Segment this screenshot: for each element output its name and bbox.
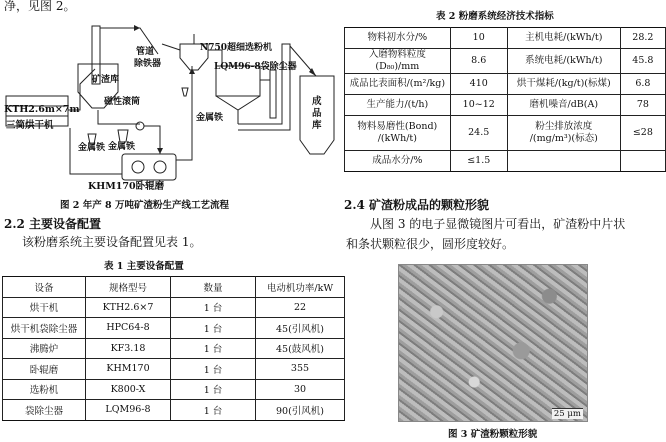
table-2-cell: 成品比表面积/(m²/kg) [345, 74, 451, 95]
metal-iron-label-c: 金属铁 [196, 113, 224, 123]
table-2-cell: 8.6 [450, 49, 507, 74]
separator-label: N750超细选粉机 [200, 43, 273, 53]
table-1-cell: KHM170 [86, 359, 171, 380]
table-2-row [345, 116, 666, 151]
table-1-cell: 烘干机 [3, 297, 86, 318]
mill-shape [122, 154, 176, 180]
table-2-cell [620, 151, 665, 172]
table-2 [344, 27, 666, 172]
table-2-cell-line: /(kWh/t) [377, 133, 417, 144]
table-2-cell: 6.8 [620, 74, 665, 95]
table-1-cell: HPC64-8 [86, 318, 171, 339]
table-2-cell: 78 [620, 95, 665, 116]
table-1-cell: 1 台 [171, 318, 256, 339]
table-1-cell: K800-X [86, 379, 171, 400]
table-2-cell: 烘干煤耗/(kg/t)(标煤) [507, 74, 620, 95]
table-2-row [345, 95, 666, 116]
table-1-cell: 1 台 [171, 400, 256, 421]
table-2-cell-line: 粉尘排放浓度 [535, 121, 593, 132]
pipe-iron-remover-label-2: 除铁器 [134, 59, 162, 69]
table-1-cell: 45(鼓风机) [256, 338, 345, 359]
table-2-cell: ≤28 [620, 116, 665, 151]
table-2-cell: 28.2 [620, 28, 665, 49]
table-2-cell [345, 116, 451, 151]
table-1-row [3, 359, 345, 380]
table-2-cell [507, 151, 620, 172]
table-2-cell-line: 物料易磨性(Bond) [357, 121, 438, 132]
table-1-cell: 沸腾炉 [3, 338, 86, 359]
table-2-row [345, 74, 666, 95]
table-2-cell: 主机电耗/(kWh/t) [507, 28, 620, 49]
table-1-cell: 袋除尘器 [3, 400, 86, 421]
pipe-iron-remover-label: 管道 [136, 47, 155, 57]
dryer-label-2: 三筒烘干机 [6, 120, 54, 131]
table-2-row [345, 28, 666, 49]
table-2-cell: 45.8 [620, 49, 665, 74]
table-1-header-cell: 设备 [3, 277, 86, 298]
table-2-cell: 物料初水分/% [345, 28, 451, 49]
table-1-row [3, 318, 345, 339]
table-1-cell: KF3.18 [86, 338, 171, 359]
figure-3-caption: 图 3 矿渣粉颗粒形貌 [448, 429, 538, 440]
mill-label: KHM170卧辊磨 [88, 181, 165, 192]
table-2-cell: 入磨物料粒度(D₈₀)/mm [345, 49, 451, 74]
intro-text: 净，见图 2。 [4, 0, 76, 13]
table-2-cell: 生产能力/(t/h) [345, 95, 451, 116]
metal-iron-label-b: 金属铁 [108, 142, 136, 152]
table-2-cell: 成品水分/% [345, 151, 451, 172]
table-2-cell: ≤1.5 [450, 151, 507, 172]
table-1-cell: 30 [256, 379, 345, 400]
table-1-header-cell: 数量 [171, 277, 256, 298]
dryer-label: KTH2.6m×7m [4, 104, 80, 115]
table-2-cell: 磨机噪音/dB(A) [507, 95, 620, 116]
table-2-cell-line: /(mg/m³)(标态) [529, 133, 598, 144]
table-1-cell: 卧辊磨 [3, 359, 86, 380]
table-2-cell: 410 [450, 74, 507, 95]
table-1-row [3, 379, 345, 400]
section-2-2-heading: 2.2 主要设备配置 [4, 217, 102, 231]
table-1-row [3, 338, 345, 359]
table-2-cell [507, 116, 620, 151]
table-1-cell: 355 [256, 359, 345, 380]
table-1-cell: 1 台 [171, 338, 256, 359]
metal-iron-label-a: 金属铁 [78, 143, 106, 153]
slag-storage-label: 矿渣库 [92, 75, 120, 85]
scale-bar: 25 μm [553, 409, 581, 419]
table-2-cell: 系统电耗/(kWh/t) [507, 49, 620, 74]
table-1-header-cell: 电动机功率/kW [256, 277, 345, 298]
table-1-cell: 烘干机袋除尘器 [3, 318, 86, 339]
table-1 [2, 276, 345, 421]
table-2-cell: 10 [450, 28, 507, 49]
section-2-4-line-2: 和条状颗粒很少，圆形度较好。 [346, 237, 515, 251]
table-1-row [3, 297, 345, 318]
table-2-row [345, 151, 666, 172]
table-2-row [345, 49, 666, 74]
table-1-cell: 22 [256, 297, 345, 318]
table-1-cell: 1 台 [171, 297, 256, 318]
table-1-header-cell: 规格型号 [86, 277, 171, 298]
elevator-2 [238, 44, 290, 130]
table-2-caption: 表 2 粉磨系统经济技术指标 [436, 11, 554, 22]
bag-filter-label: LQM96-8袋除尘器 [214, 62, 297, 72]
product-storage-label: 成品库 [312, 96, 322, 131]
table-1-cell: 45(引风机) [256, 318, 345, 339]
process-flow-diagram [0, 14, 340, 196]
table-1-cell: LQM96-8 [86, 400, 171, 421]
table-1-cell: 90(引风机) [256, 400, 345, 421]
table-1-cell: 1 台 [171, 359, 256, 380]
table-1-cell: 选粉机 [3, 379, 86, 400]
table-1-cell: KTH2.6×7 [86, 297, 171, 318]
metal-iron-bin-c [182, 88, 188, 96]
section-2-4-heading: 2.4 矿渣粉成品的颗粒形貌 [344, 198, 490, 212]
table-2-cell: 24.5 [450, 116, 507, 151]
table-2-cell: 10~12 [450, 95, 507, 116]
section-2-4-line-1: 从图 3 的电子显微镜图片可看出，矿渣粉中片状 [370, 217, 626, 231]
section-2-2-text: 该粉磨系统主要设备配置见表 1。 [22, 235, 202, 249]
table-1-caption: 表 1 主要设备配置 [104, 261, 184, 272]
magnetic-drum-label: 磁性滚筒 [104, 97, 141, 107]
magnetic-drum-shape [136, 122, 144, 130]
table-1-row [3, 400, 345, 421]
table-1-cell: 1 台 [171, 379, 256, 400]
figure-2-caption: 图 2 年产 8 万吨矿渣粉生产线工艺流程 [60, 200, 229, 211]
sem-micrograph-image [398, 264, 588, 422]
